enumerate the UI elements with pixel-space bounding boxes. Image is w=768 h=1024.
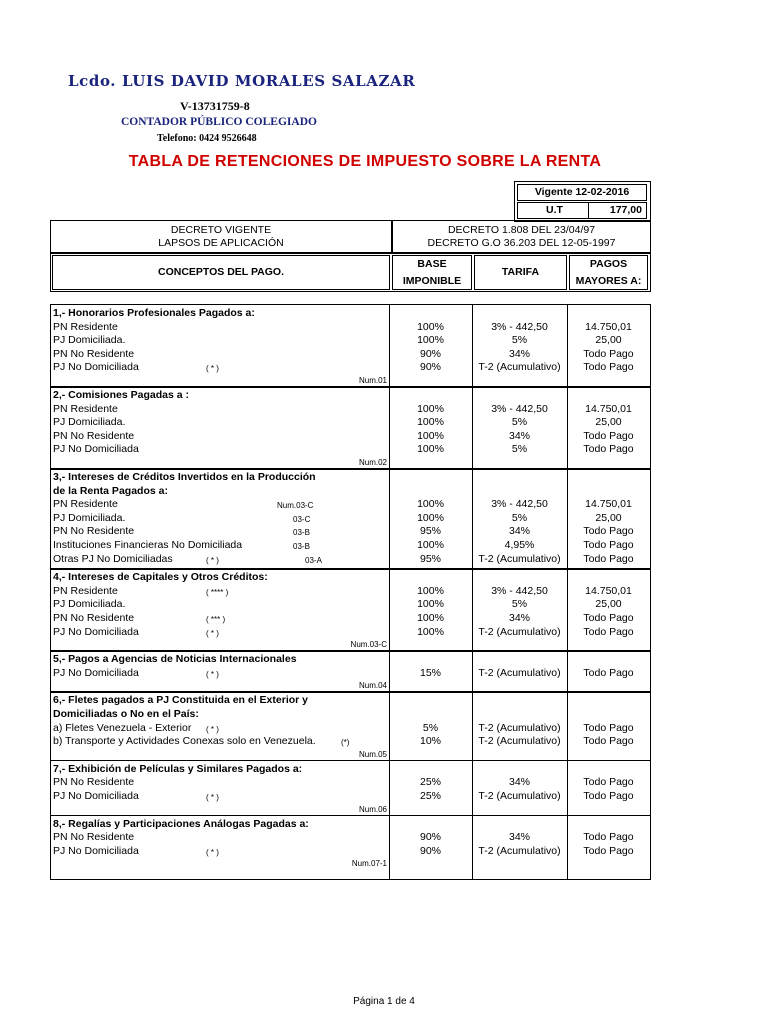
pagos-value: Todo Pago xyxy=(583,443,634,456)
tarifa-value: 34% xyxy=(508,347,530,360)
pagos-value: Todo Pago xyxy=(583,612,634,624)
row-label: PJ No Domiciliada xyxy=(53,790,139,802)
tarifa-value: 5% xyxy=(511,334,528,347)
base-value: 100% xyxy=(417,584,444,597)
base-value: 100% xyxy=(417,539,444,551)
row-label: PN No Residente xyxy=(53,831,135,844)
pagos-value: Todo Pago xyxy=(583,776,634,789)
row-label: PN Residente xyxy=(53,584,118,597)
row-note: ( * ) xyxy=(206,669,219,679)
row-label: Instituciones Financieras No Domiciliada xyxy=(53,539,243,551)
tarifa-value: 34% xyxy=(508,612,530,624)
pagos-value: Todo Pago xyxy=(583,735,634,748)
col-pagos: PAGOS MAYORES A: xyxy=(569,255,648,290)
tarifa-value: 5% xyxy=(511,443,528,456)
pagos-value: Todo Pago xyxy=(583,666,634,679)
section-title: 4,- Intereses de Capitales y Otros Créditos: xyxy=(53,571,268,584)
row-note: ( * ) xyxy=(206,555,219,565)
section-num: Num.03-C xyxy=(350,640,387,650)
row-note: 03-C xyxy=(293,514,311,524)
decreto-right-2: DECRETO G.O 36.203 DEL 12-05-1997 xyxy=(427,237,616,249)
tarifa-value: 3% - 442,50 xyxy=(491,320,548,333)
section-title: 6,- Fletes pagados a PJ Constituida en el Exterior y xyxy=(53,694,308,707)
pagos-value: Todo Pago xyxy=(583,525,634,538)
base-value: 25% xyxy=(419,790,441,802)
row-label: PJ Domiciliada. xyxy=(53,598,126,611)
section-num: Num.02 xyxy=(358,458,387,467)
tarifa-value: 34% xyxy=(508,776,530,789)
section-title: de la Renta Pagados a: xyxy=(53,484,168,497)
base-value: 100% xyxy=(417,511,444,524)
document-title: TABLA DE RETENCIONES DE IMPUESTO SOBRE LA RENTA xyxy=(128,153,602,170)
base-value: 90% xyxy=(419,347,441,360)
row-label: PJ No Domiciliada xyxy=(53,625,139,638)
row-label: PJ Domiciliada. xyxy=(53,334,126,347)
row-label: PN No Residente xyxy=(53,347,135,360)
row-note: 03-B xyxy=(293,542,310,551)
ut-row xyxy=(517,202,647,219)
pagos-value: Todo Pago xyxy=(583,361,634,374)
row-label: PJ No Domiciliada xyxy=(53,844,139,857)
section-num: Num.06 xyxy=(358,804,387,814)
tarifa-value: T-2 (Acumulativo) xyxy=(478,625,561,638)
author-profession: CONTADOR PÚBLICO COLEGIADO xyxy=(121,116,317,128)
base-value: 100% xyxy=(417,334,444,347)
pagos-value: Todo Pago xyxy=(583,347,634,360)
base-value: 95% xyxy=(419,525,441,538)
row-label: PN No Residente xyxy=(53,612,135,624)
base-value: 10% xyxy=(419,735,441,748)
author-phone: Telefono: 0424 9526648 xyxy=(157,133,257,144)
tarifa-value: T-2 (Acumulativo) xyxy=(478,844,561,857)
row-note: Num.03-C xyxy=(277,501,314,511)
row-note: ( * ) xyxy=(206,847,219,857)
base-value: 5% xyxy=(422,721,439,734)
tarifa-value: 3% - 442,50 xyxy=(491,498,548,511)
row-note: ( * ) xyxy=(206,364,219,374)
author-name: Lcdo. LUIS DAVID MORALES SALAZAR xyxy=(68,72,416,90)
base-value: 100% xyxy=(417,443,444,456)
base-value: 100% xyxy=(417,429,444,442)
pagos-value: 14.750,01 xyxy=(585,402,632,415)
decreto-left-2: LAPSOS DE APLICACIÓN xyxy=(158,237,284,249)
pagos-value: 25,00 xyxy=(595,511,622,524)
section-num: Num.04 xyxy=(358,681,387,691)
base-value: 90% xyxy=(419,844,441,857)
section-num: Num.05 xyxy=(358,749,387,759)
row-note: (*) xyxy=(341,738,350,748)
base-value: 95% xyxy=(419,552,441,565)
section-title: 5,- Pagos a Agencias de Noticias Internacionales xyxy=(53,653,297,666)
base-value: 100% xyxy=(417,402,444,415)
tarifa-value: T-2 (Acumulativo) xyxy=(478,666,561,679)
row-note: ( *** ) xyxy=(206,615,226,624)
row-note: ( * ) xyxy=(206,628,219,638)
row-label: b) Transporte y Actividades Conexas solo en Venezuela. xyxy=(53,735,316,748)
section-title: Domiciliadas o No en el País: xyxy=(53,708,199,720)
column-header-row xyxy=(50,253,651,292)
row-note: ( * ) xyxy=(206,724,219,734)
row-note: ( **** ) xyxy=(206,587,229,597)
base-value: 100% xyxy=(417,612,444,624)
base-value: 90% xyxy=(419,831,441,844)
pagos-value: 14.750,01 xyxy=(585,584,632,597)
col-tarifa: TARIFA xyxy=(474,255,567,290)
section-title: 1,- Honorarios Profesionales Pagados a: xyxy=(53,307,255,319)
pagos-value: Todo Pago xyxy=(583,831,634,844)
section-num: Num.07-1 xyxy=(351,859,387,869)
pagos-value: 14.750,01 xyxy=(585,498,632,511)
decreto-left-1: DECRETO VIGENTE xyxy=(170,224,272,236)
tarifa-value: 3% - 442,50 xyxy=(491,584,548,597)
row-label: PN No Residente xyxy=(53,429,135,442)
tarifa-value: 34% xyxy=(508,831,530,844)
row-label: PN Residente xyxy=(53,498,118,511)
tarifa-value: T-2 (Acumulativo) xyxy=(478,721,561,734)
ut-value: 177,00 xyxy=(609,204,642,216)
section-title: 8,- Regalías y Participaciones Análogas Pagadas a: xyxy=(53,817,309,830)
col-base: BASE IMPONIBLE xyxy=(392,255,472,290)
row-label: PJ No Domiciliada xyxy=(53,443,139,456)
pagos-value: Todo Pago xyxy=(583,539,634,551)
base-value: 100% xyxy=(417,498,444,511)
pagos-value: 25,00 xyxy=(595,416,622,429)
base-value: 25% xyxy=(419,776,441,789)
row-label: PN No Residente xyxy=(53,776,135,789)
decreto-box xyxy=(50,220,651,253)
row-label: PJ No Domiciliada xyxy=(53,361,139,374)
section-num: Num.01 xyxy=(358,376,387,385)
pagos-value: Todo Pago xyxy=(583,552,634,565)
row-label: PJ Domiciliada. xyxy=(53,416,126,429)
pagos-value: 14.750,01 xyxy=(585,320,632,333)
retention-table xyxy=(50,304,651,880)
pagos-value: Todo Pago xyxy=(583,721,634,734)
tarifa-value: T-2 (Acumulativo) xyxy=(478,790,561,802)
row-note: ( * ) xyxy=(206,793,219,802)
vigente-label: Vigente 12-02-2016 xyxy=(517,184,647,201)
base-value: 100% xyxy=(417,625,444,638)
pagos-value: Todo Pago xyxy=(583,844,634,857)
tarifa-value: 5% xyxy=(511,511,528,524)
tarifa-value: T-2 (Acumulativo) xyxy=(478,361,561,374)
pagos-value: Todo Pago xyxy=(583,625,634,638)
row-label: PN Residente xyxy=(53,320,118,333)
tarifa-value: T-2 (Acumulativo) xyxy=(478,552,561,565)
col-concepto: CONCEPTOS DEL PAGO. xyxy=(52,255,390,290)
vigente-box xyxy=(514,181,651,222)
section-title: 2,- Comisiones Pagadas a : xyxy=(53,389,189,401)
tarifa-value: 5% xyxy=(511,416,528,429)
row-label: PJ Domiciliada. xyxy=(53,511,126,524)
tarifa-value: 34% xyxy=(508,429,530,442)
row-note: 03-B xyxy=(293,528,310,538)
tarifa-value: 5% xyxy=(511,598,528,611)
pagos-value: 25,00 xyxy=(595,334,622,347)
ut-label: U.T xyxy=(546,204,563,216)
section-title: 3,- Intereses de Créditos Invertidos en la Producción xyxy=(53,471,316,483)
row-label: PN No Residente xyxy=(53,525,135,538)
page-footer: Página 1 de 4 xyxy=(353,996,415,1007)
pagos-value: Todo Pago xyxy=(583,790,634,802)
tarifa-value: T-2 (Acumulativo) xyxy=(478,735,561,748)
pagos-value: Todo Pago xyxy=(583,429,634,442)
row-note: 03-A xyxy=(305,555,322,565)
base-value: 90% xyxy=(419,361,441,374)
decreto-right-1: DECRETO 1.808 DEL 23/04/97 xyxy=(447,224,596,236)
base-value: 100% xyxy=(417,416,444,429)
tarifa-value: 3% - 442,50 xyxy=(491,402,548,415)
base-value: 100% xyxy=(417,320,444,333)
base-value: 100% xyxy=(417,598,444,611)
row-label: PJ No Domiciliada xyxy=(53,666,139,679)
pagos-value: 25,00 xyxy=(595,598,622,611)
section-title: 7,- Exhibición de Películas y Similares Pagados a: xyxy=(53,762,303,775)
row-label: PN Residente xyxy=(53,402,118,415)
tarifa-value: 4,95% xyxy=(504,539,535,551)
row-label: a) Fletes Venezuela - Exterior xyxy=(53,721,192,734)
author-rif: V-13731759-8 xyxy=(180,99,250,113)
base-value: 15% xyxy=(419,666,441,679)
tarifa-value: 34% xyxy=(508,525,530,538)
row-label: Otras PJ No Domiciliadas xyxy=(53,552,173,565)
